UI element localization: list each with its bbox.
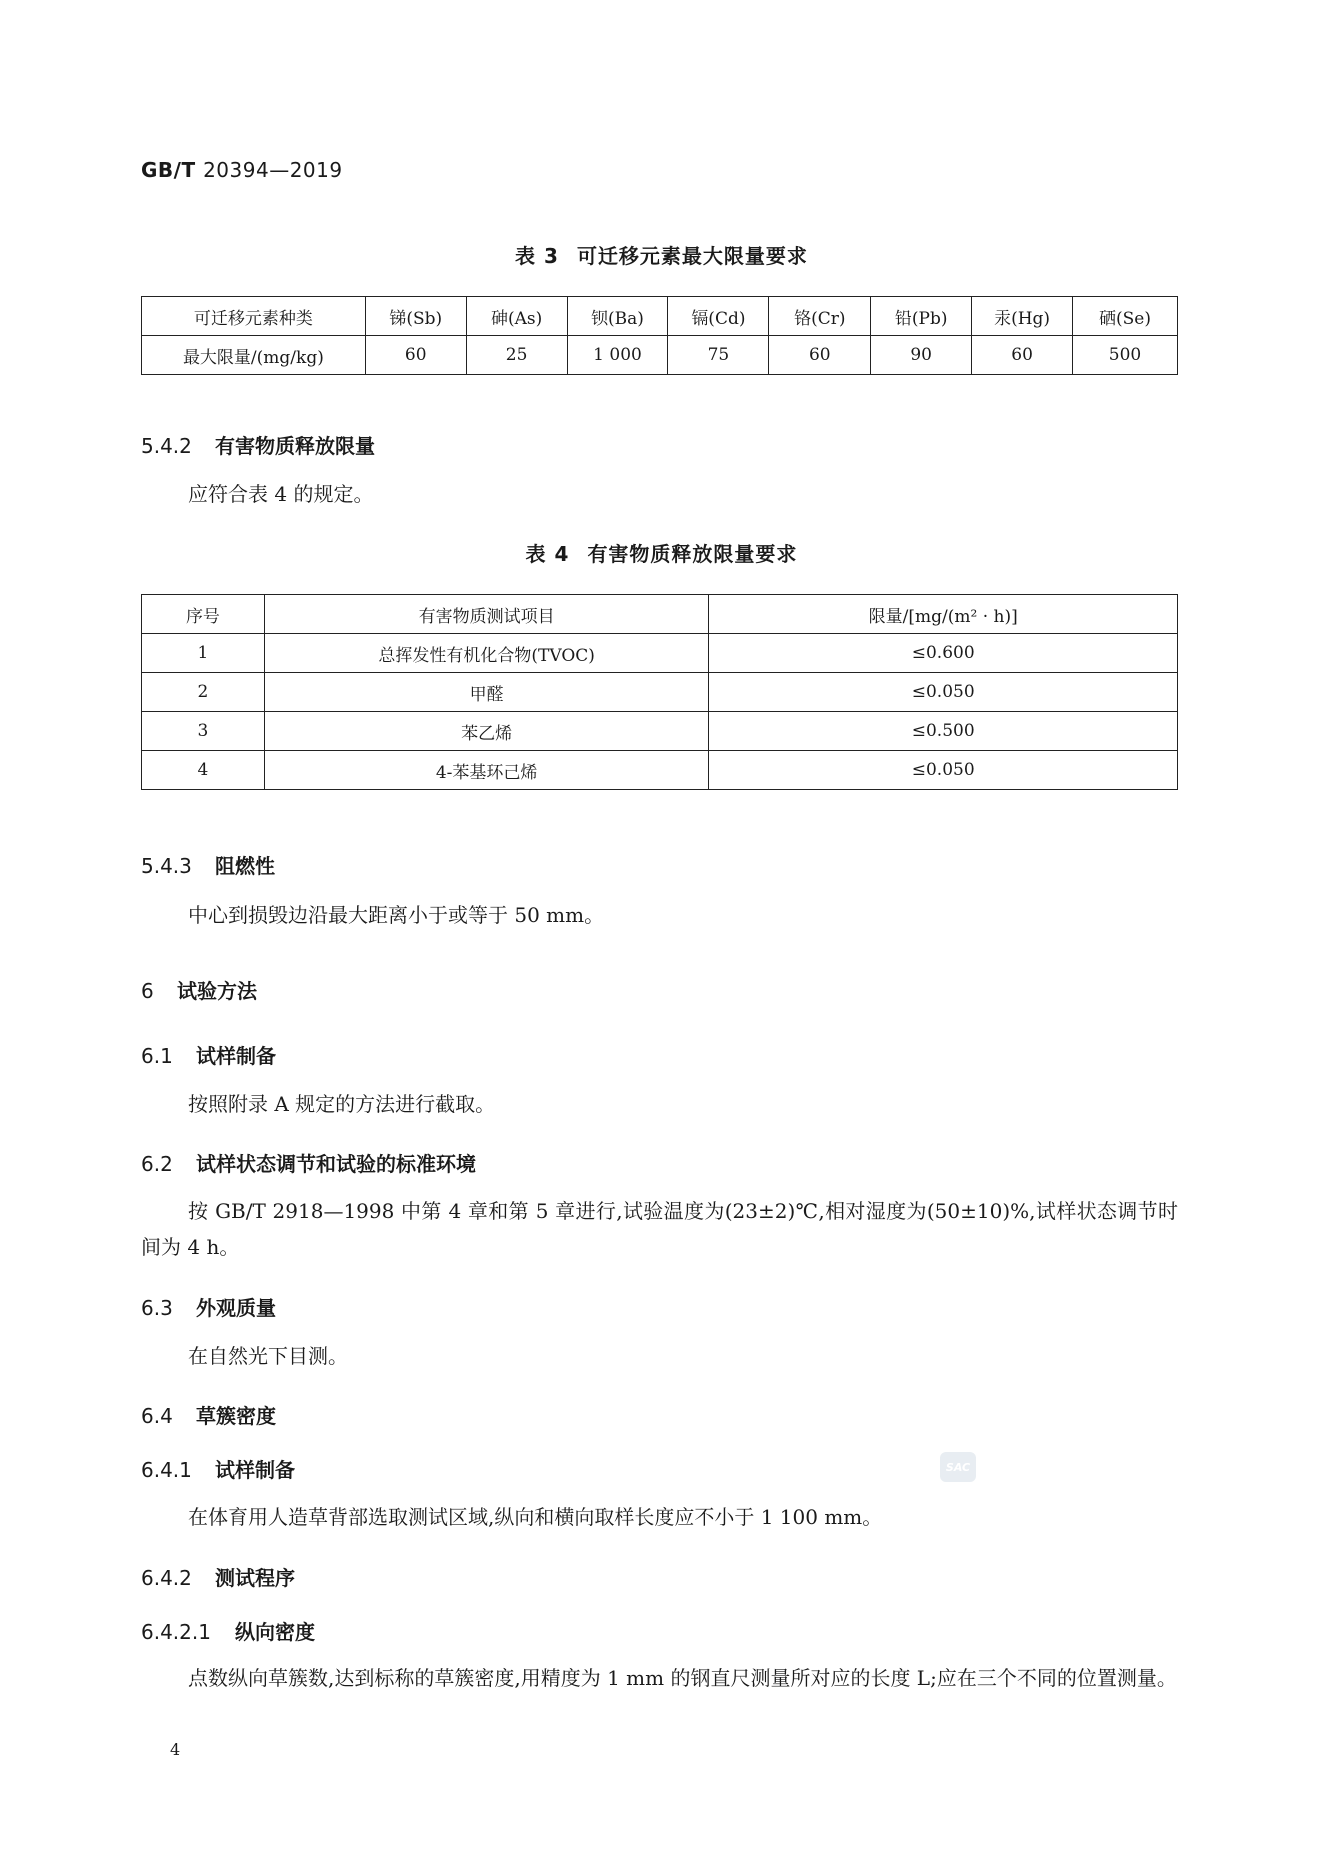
table3-cell: 铬(Cr): [769, 297, 871, 336]
table3-cell: 最大限量/(mg/kg): [142, 336, 366, 375]
table4-header-row: [142, 595, 1178, 634]
table4-header: 有害物质测试项目: [264, 595, 709, 634]
table3-cell: 砷(As): [466, 297, 567, 336]
sac-watermark: SAC: [940, 1452, 976, 1482]
section-6-2-heading: [141, 1148, 476, 1177]
table-row: [142, 751, 1178, 790]
section-title: 阻燃性: [215, 854, 275, 878]
table4-cell: ≤0.500: [709, 712, 1178, 751]
section-6-heading: [141, 975, 257, 1004]
section-5-4-3-text: 中心到损毁边沿最大距离小于或等于 50 mm。: [188, 903, 605, 927]
section-title: 试样状态调节和试验的标准环境: [196, 1152, 476, 1176]
section-number: 6.4: [141, 1404, 173, 1428]
table3-cell: 60: [972, 336, 1073, 375]
section-number: 6.3: [141, 1296, 173, 1320]
section-6-4-1-text: 在体育用人造草背部选取测试区域,纵向和横向取样长度应不小于 1 100 mm。: [188, 1505, 883, 1529]
table-row: [142, 712, 1178, 751]
table3-cell: 镉(Cd): [668, 297, 769, 336]
table3-cell: 75: [668, 336, 769, 375]
table3-cell: 500: [1073, 336, 1178, 375]
table4-cell: 3: [142, 712, 265, 751]
table4-cell: 总挥发性有机化合物(TVOC): [264, 634, 709, 673]
table3-cell: 硒(Se): [1073, 297, 1178, 336]
standard-prefix: GB/T: [141, 158, 196, 182]
table3-cell: 60: [365, 336, 466, 375]
table4-cell: 4: [142, 751, 265, 790]
section-6-4-2-1-heading: [141, 1616, 315, 1645]
section-5-4-3-heading: [141, 850, 275, 879]
section-6-1-text: 按照附录 A 规定的方法进行截取。: [188, 1092, 496, 1116]
section-number: 5.4.2: [141, 434, 192, 458]
section-number: 6.4.1: [141, 1458, 192, 1482]
table4-title: 有害物质释放限量要求: [587, 542, 798, 566]
section-number: 6.1: [141, 1044, 173, 1068]
standard-code: [141, 158, 343, 182]
table4-cell: ≤0.050: [709, 751, 1178, 790]
section-6-4-2-heading: [141, 1562, 295, 1591]
section-title: 有害物质释放限量: [215, 434, 375, 458]
section-6-4-1-heading: [141, 1454, 295, 1483]
section-5-4-2-heading: [141, 430, 375, 459]
table3-caption: [0, 240, 1323, 269]
section-number: 6.4.2.1: [141, 1620, 211, 1644]
section-number: 6.4.2: [141, 1566, 192, 1590]
table3: [141, 296, 1178, 375]
section-6-3-heading: [141, 1292, 276, 1321]
section-6-1-heading: [141, 1040, 276, 1069]
table4-cell: 2: [142, 673, 265, 712]
section-title: 草簇密度: [196, 1404, 276, 1428]
section-title: 测试程序: [215, 1566, 295, 1590]
table4-cell: 甲醛: [264, 673, 709, 712]
table4-cell: 4-苯基环己烯: [264, 751, 709, 790]
section-title: 试样制备: [196, 1044, 276, 1068]
section-5-4-2-text: 应符合表 4 的规定。: [188, 482, 374, 506]
table3-cell: 1 000: [567, 336, 668, 375]
section-number: 6: [141, 979, 154, 1003]
section-6-3-text: 在自然光下目测。: [188, 1344, 348, 1368]
table4-cell: 苯乙烯: [264, 712, 709, 751]
page-number: 4: [170, 1740, 181, 1759]
table3-cell: 60: [769, 336, 871, 375]
table3-cell: 汞(Hg): [972, 297, 1073, 336]
section-6-2-text: 按 GB/T 2918—1998 中第 4 章和第 5 章进行,试验温度为(23±2)℃,相对湿度为(50±10)%,试样状态调节时间为 4 h。: [141, 1199, 1178, 1259]
section-number: 5.4.3: [141, 854, 192, 878]
table4-cell: 1: [142, 634, 265, 673]
section-title: 外观质量: [196, 1296, 276, 1320]
table3-label: 表 3: [515, 244, 559, 268]
table4-header: 限量/[mg/(m² · h)]: [709, 595, 1178, 634]
section-title: 试样制备: [215, 1458, 295, 1482]
standard-number: 20394—2019: [203, 158, 343, 182]
table3-cell: 铅(Pb): [871, 297, 972, 336]
section-6-4-heading: [141, 1400, 276, 1429]
table-row: [142, 673, 1178, 712]
table4-label: 表 4: [525, 542, 570, 566]
table3-header-row: [142, 297, 1178, 336]
table3-title: 可迁移元素最大限量要求: [576, 244, 808, 268]
table4-cell: ≤0.600: [709, 634, 1178, 673]
table3-cell: 90: [871, 336, 972, 375]
table4-header: 序号: [142, 595, 265, 634]
section-6-4-2-1-text: 点数纵向草簇数,达到标称的草簇密度,用精度为 1 mm 的钢直尺测量所对应的长度 L;应在三个不同的位置测量。: [188, 1666, 1177, 1690]
table3-cell: 可迁移元素种类: [142, 297, 366, 336]
table4-caption: [0, 538, 1323, 567]
table3-value-row: [142, 336, 1178, 375]
table4-cell: ≤0.050: [709, 673, 1178, 712]
table3-cell: 钡(Ba): [567, 297, 668, 336]
table-row: [142, 634, 1178, 673]
table3-cell: 25: [466, 336, 567, 375]
section-title: 纵向密度: [235, 1620, 315, 1644]
table4: [141, 594, 1178, 790]
section-title: 试验方法: [177, 979, 257, 1003]
section-number: 6.2: [141, 1152, 173, 1176]
table3-cell: 锑(Sb): [365, 297, 466, 336]
